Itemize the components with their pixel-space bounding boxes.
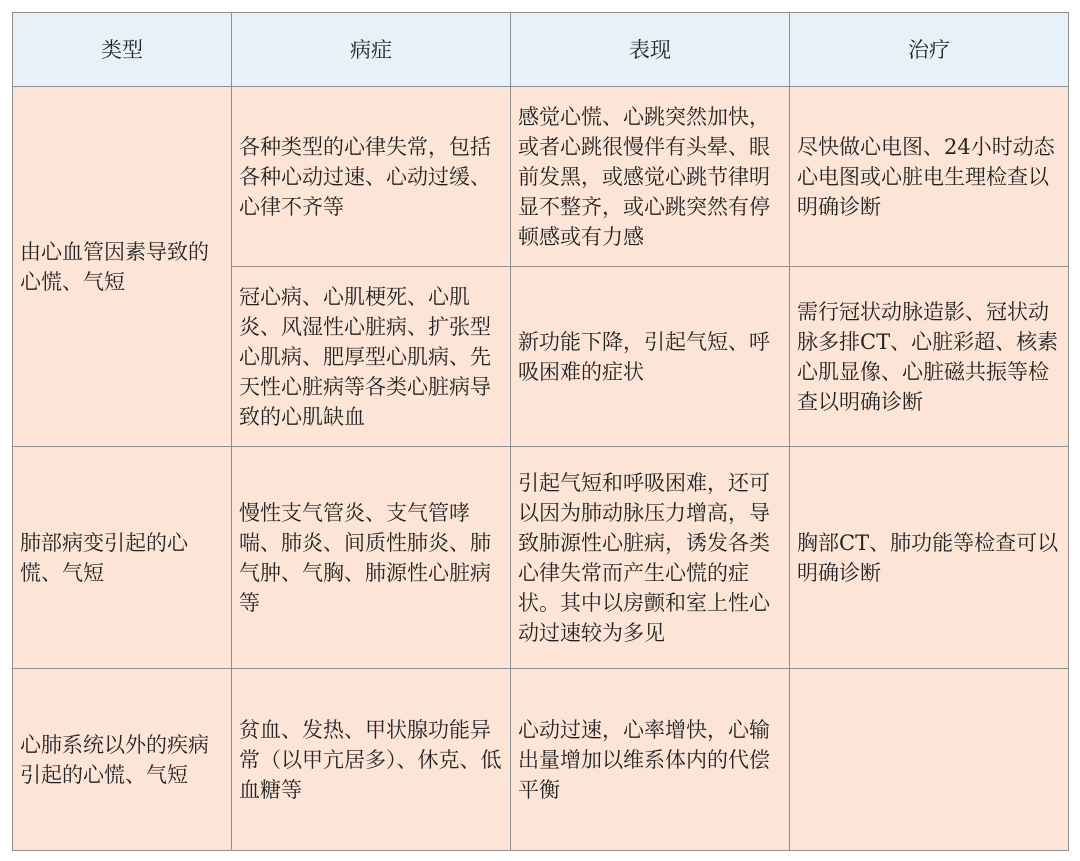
symptoms-text: 引起气短和呼吸困难，还可以因为肺动脉压力增高，导致肺源性心脏病，诱发各类心律失常而产生心慌的症状。其中以房颤和室上性心动过速较为多见 bbox=[518, 470, 770, 645]
symptoms-text: 心动过速，心率增快，心输出量增加以维系体内的代偿平衡 bbox=[518, 717, 770, 802]
treatment-cell bbox=[790, 87, 1069, 267]
type-text: 心肺系统以外的疾病引起的心慌、气短 bbox=[20, 732, 209, 787]
table-row bbox=[13, 669, 1069, 851]
header-type: 类型 bbox=[13, 13, 232, 87]
treatment-text: 胸部CT、肺功能等检查可以明确诊断 bbox=[797, 530, 1059, 585]
condition-cell bbox=[232, 447, 511, 669]
treatment-cell bbox=[790, 267, 1069, 447]
header-row bbox=[13, 13, 1069, 87]
condition-cell bbox=[232, 87, 511, 267]
symptoms-cell bbox=[511, 447, 790, 669]
condition-cell bbox=[232, 669, 511, 851]
header-symptoms: 表现 bbox=[511, 13, 790, 87]
medical-table bbox=[12, 12, 1069, 851]
treatment-text: 需行冠状动脉造影、冠状动脉多排CT、心脏彩超、核素心肌显像、心脏磁共振等检查以明确诊断 bbox=[797, 299, 1059, 414]
condition-text: 贫血、发热、甲状腺功能异常（以甲亢居多）、休克、低血糖等 bbox=[239, 717, 502, 802]
symptoms-text: 感觉心慌、心跳突然加快，或者心跳很慢伴有头晕、眼前发黑，或感觉心跳节律明显不整齐，或心跳突然有停顿感或有力感 bbox=[518, 104, 770, 249]
condition-text: 冠心病、心肌梗死、心肌炎、风湿性心脏病、扩张型心肌病、肥厚型心肌病、先天性心脏病等各类心脏病导致的心肌缺血 bbox=[239, 284, 491, 429]
type-cell bbox=[13, 87, 232, 447]
table-row bbox=[13, 87, 1069, 267]
condition-text: 慢性支气管炎、支气管哮喘、肺炎、间质性肺炎、肺气肿、气胸、肺源性心脏病等 bbox=[239, 500, 491, 615]
symptoms-cell bbox=[511, 267, 790, 447]
header-treatment: 治疗 bbox=[790, 13, 1069, 87]
symptoms-cell bbox=[511, 87, 790, 267]
type-text: 由心血管因素导致的心慌、气短 bbox=[20, 239, 209, 294]
table-row bbox=[13, 447, 1069, 669]
condition-text: 各种类型的心律失常，包括各种心动过速、心动过缓、心律不齐等 bbox=[239, 134, 491, 219]
header-condition: 病症 bbox=[232, 13, 511, 87]
symptoms-text: 新功能下降，引起气短、呼吸困难的症状 bbox=[518, 329, 770, 384]
treatment-cell bbox=[790, 447, 1069, 669]
treatment-cell bbox=[790, 669, 1069, 851]
type-cell bbox=[13, 447, 232, 669]
type-cell bbox=[13, 669, 232, 851]
condition-cell bbox=[232, 267, 511, 447]
symptoms-cell bbox=[511, 669, 790, 851]
type-text: 肺部病变引起的心慌、气短 bbox=[20, 530, 188, 585]
treatment-text: 尽快做心电图、24小时动态心电图或心脏电生理检查以明确诊断 bbox=[797, 134, 1055, 219]
